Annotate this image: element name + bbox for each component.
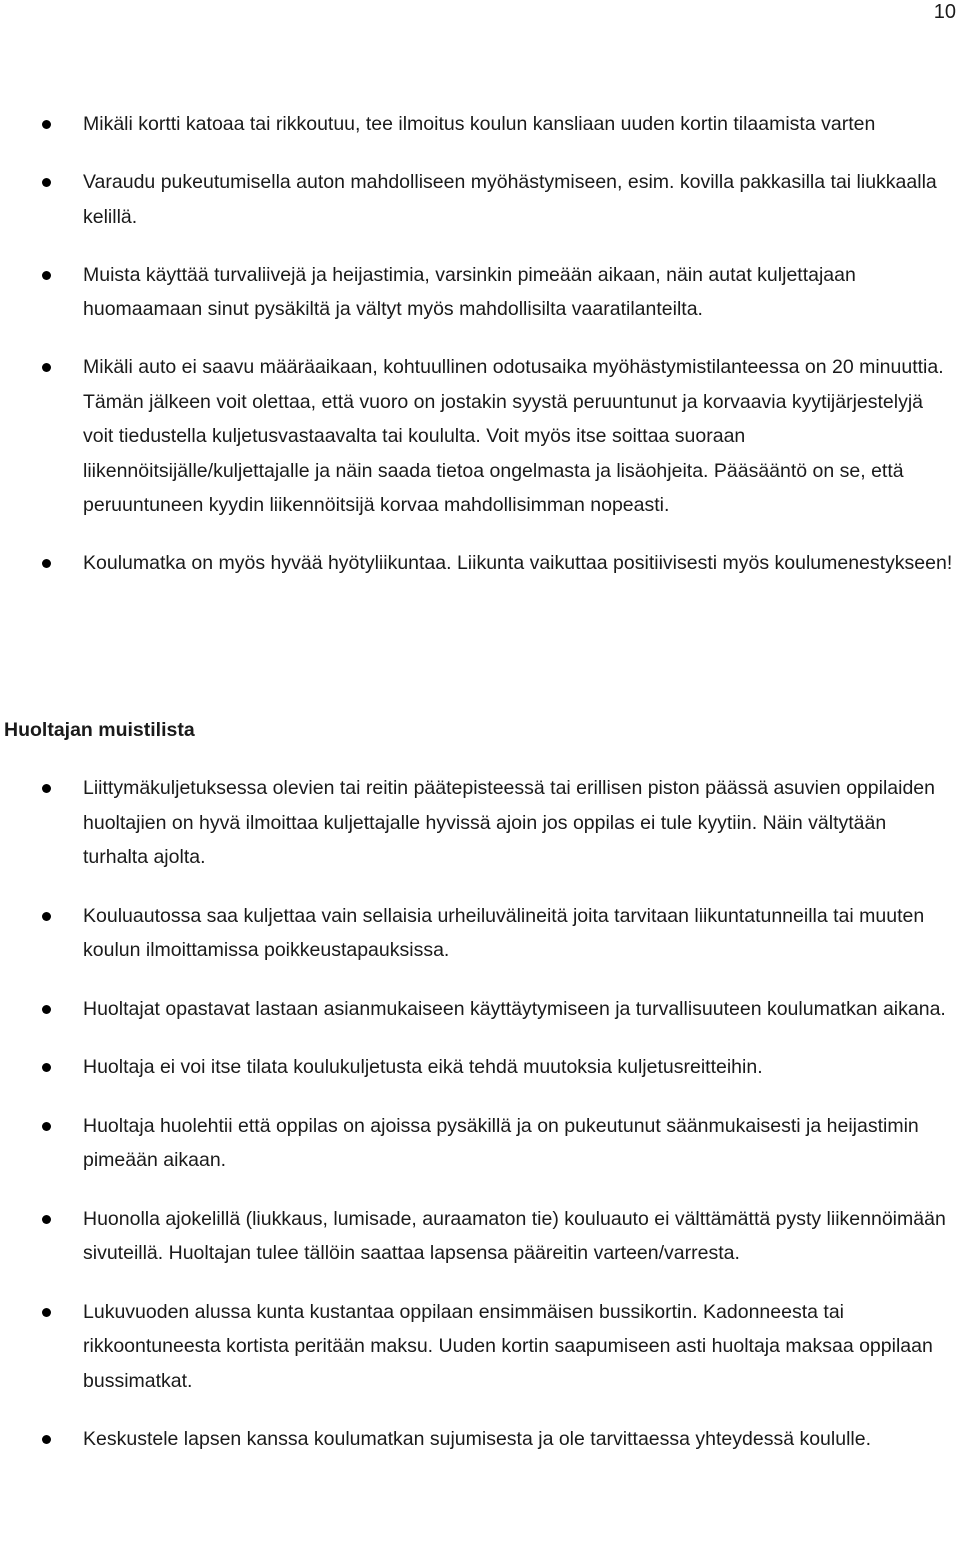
list-item-text: Muista käyttää turvaliivejä ja heijastimia, varsinkin pimeään aikaan, näin autat kuljettajaan huomaamaan sinut pysäkiltä ja vältyt myös mahdollisilta vaaratilanteilta. bbox=[83, 263, 856, 320]
bullet-icon bbox=[42, 363, 51, 372]
guardian-checklist bbox=[0, 771, 960, 1481]
instructions-list bbox=[0, 107, 960, 604]
list-item-text: Varaudu pukeutumisella auton mahdolliseen myöhästymiseen, esim. kovilla pakkasilla tai liukkaalla kelillä. bbox=[83, 171, 937, 228]
list-item bbox=[0, 258, 960, 327]
list-item bbox=[0, 899, 960, 968]
list-item bbox=[0, 771, 960, 875]
bullet-icon bbox=[42, 784, 51, 793]
list-item-text: Mikäli kortti katoaa tai rikkoutuu, tee ilmoitus koulun kansliaan uuden kortin tilaamista varten bbox=[83, 113, 876, 135]
list-item-text: Kouluautossa saa kuljettaa vain sellaisia urheiluvälineitä joita tarvitaan liikuntatunneilla tai muuten koulun ilmoittamissa poikkeustapauksissa. bbox=[83, 904, 925, 961]
list-item bbox=[0, 1295, 960, 1399]
bullet-icon bbox=[42, 1215, 51, 1224]
list-item bbox=[0, 546, 960, 581]
list-item-text: Lukuvuoden alussa kunta kustantaa oppilaan ensimmäisen bussikortin. Kadonneesta tai rikkoontuneesta kortista peritään maksu. Uuden kortin saapumiseen asti huoltaja maksaa oppilaan bussimatkat. bbox=[83, 1300, 933, 1392]
list-item-text: Huonolla ajokelillä (liukkaus, lumisade, auraamaton tie) kouluauto ei välttämättä pysty liikennöimään sivuteillä. Huoltajan tulee tällöin saattaa lapsensa pääreitin varteen/varresta. bbox=[83, 1207, 946, 1264]
section-heading: Huoltajan muistilista bbox=[4, 719, 195, 741]
list-item-text: Koulumatka on myös hyvää hyötyliikuntaa. Liikunta vaikuttaa positiivisesti myös koulumenestykseen! bbox=[83, 552, 953, 574]
list-item bbox=[0, 1050, 960, 1085]
bullet-icon bbox=[42, 559, 51, 568]
bullet-icon bbox=[42, 271, 51, 280]
bullet-icon bbox=[42, 178, 51, 187]
list-item bbox=[0, 1109, 960, 1178]
list-item-text: Mikäli auto ei saavu määräaikaan, kohtuullinen odotusaika myöhästymistilanteessa on 20 minuuttia. Tämän jälkeen voit olettaa, että vuoro on jostakin syystä peruuntunut ja korvaavia kyytijärjestelyjä voit tiedustella kuljetusvastaavalta tai koululta. Voit myös itse soittaa suoraan liikennöitsijälle/kuljettajalle ja näin saada tietoa ongelmasta ja lisäohjeita. Pääsääntö on se, että peruuntuneen kyydin liikennöitsijä korvaa mahdollisimman nopeasti. bbox=[83, 356, 944, 516]
list-item bbox=[0, 1422, 960, 1457]
list-item-text: Huoltaja ei voi itse tilata koulukuljetusta eikä tehdä muutoksia kuljetusreitteihin. bbox=[83, 1056, 763, 1078]
list-item-text: Keskustele lapsen kanssa koulumatkan sujumisesta ja ole tarvittaessa yhteydessä koululle. bbox=[83, 1428, 872, 1450]
bullet-icon bbox=[42, 1308, 51, 1317]
bullet-icon bbox=[42, 1063, 51, 1072]
list-item bbox=[0, 165, 960, 234]
list-item-text: Liittymäkuljetuksessa olevien tai reitin päätepisteessä tai erillisen piston päässä asuvien oppilaiden huoltajien on hyvä ilmoittaa kuljettajalle hyvissä ajoin jos oppilas ei tule kyytiin. Näin vältytään turhalta ajolta. bbox=[83, 777, 935, 868]
list-item bbox=[0, 992, 960, 1027]
list-item bbox=[0, 107, 960, 142]
list-item bbox=[0, 1202, 960, 1271]
bullet-icon bbox=[42, 1435, 51, 1444]
bullet-icon bbox=[42, 1005, 51, 1014]
bullet-icon bbox=[42, 120, 51, 129]
bullet-icon bbox=[42, 912, 51, 921]
page-number: 10 bbox=[933, 1, 956, 23]
list-item-text: Huoltaja huolehtii että oppilas on ajoissa pysäkillä ja on pukeutunut säänmukaisesti ja heijastimin pimeään aikaan. bbox=[83, 1114, 919, 1171]
list-item-text: Huoltajat opastavat lastaan asianmukaiseen käyttäytymiseen ja turvallisuuteen koulumatkan aikana. bbox=[83, 997, 946, 1020]
list-item bbox=[0, 350, 960, 523]
bullet-icon bbox=[42, 1122, 51, 1131]
